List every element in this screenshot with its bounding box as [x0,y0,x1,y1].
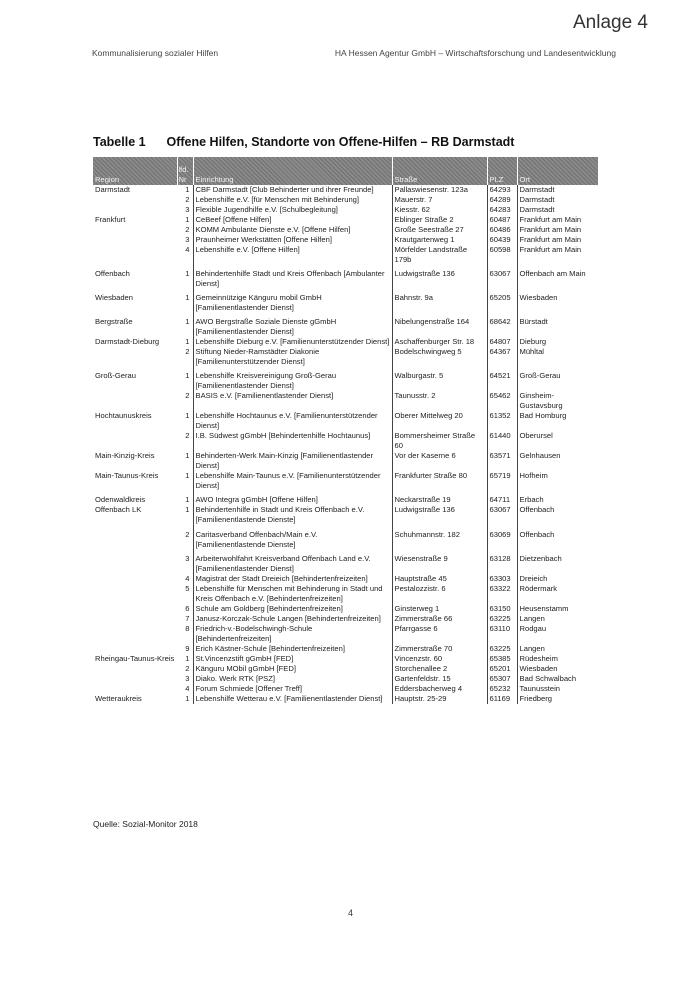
cell-region [93,526,177,550]
cell-region: Wetteraukreis [95,693,142,703]
table-row [93,664,598,674]
cell-ort: Langen [519,643,545,653]
cell-strasse: Ginsterweg 1 [392,604,487,614]
cell-strasse: Ludwigstraße 136 [392,505,487,525]
table-row [93,347,598,367]
cell-einrichtung: CBF Darmstadt [Club Behinderter und ihrer Freunde] [193,185,392,195]
table-row [93,644,598,654]
cell-ort: Offenbach am Main [519,269,586,279]
cell-region [93,225,177,235]
cell-region [93,235,177,245]
cell-region [93,664,177,674]
cell-plz: 65385 [487,654,517,664]
cell-strasse: Pestalozzistr. 6 [392,584,487,604]
col-header-strasse: Straße [392,157,487,185]
cell-nr: 4 [177,574,193,584]
cell-ort: Bürstadt [519,317,548,327]
cell-ort: Bad Homburg [519,411,567,421]
cell-nr: 6 [177,604,193,614]
cell-nr: 1 [177,337,193,347]
cell-nr: 1 [177,265,193,289]
table-row [93,624,598,644]
cell-nr: 2 [177,391,193,411]
table-row [93,684,598,694]
cell-einrichtung: Flexible Jugendhilfe e.V. [Schulbegleitung] [193,205,392,215]
cell-einrichtung: Arbeiterwohlfahrt Kreisverband Offenbach Land e.V. [Familienentlastender Dienst] [193,550,392,574]
cell-strasse: Neckarstraße 19 [392,491,487,505]
table-row [93,674,598,684]
table-row [93,195,598,205]
cell-plz: 63067 [487,505,517,525]
cell-region: Darmstadt [95,185,131,194]
cell-nr: 3 [177,235,193,245]
cell-nr: 4 [177,245,193,265]
facilities-table [93,157,599,704]
cell-einrichtung: Schule am Goldberg [Behindertenfreizeiten] [193,604,392,614]
cell-plz: 64293 [487,185,517,195]
cell-nr: 1 [177,215,193,225]
cell-ort: Rodgau [519,623,547,633]
cell-ort: Frankfurt am Main [519,245,582,255]
cell-strasse: Vor der Kaserne 6 [392,451,487,471]
header-right-text: HA Hessen Agentur GmbH – Wirtschaftsforschung und Landesentwicklung [334,48,616,58]
cell-plz: 61169 [487,694,517,704]
col-header-nr [177,157,193,185]
col-header-region: Region [93,157,177,185]
cell-strasse: Frankfurter Straße 80 [392,471,487,491]
cell-region: Odenwaldkreis [95,495,146,505]
cell-strasse: Zimmerstraße 70 [392,644,487,654]
cell-einrichtung: Behinderten-Werk Main-Kinzig [Familienentlastender Dienst] [193,451,392,471]
table-title [93,135,514,149]
cell-nr: 2 [177,195,193,205]
cell-ort: Frankfurt am Main [519,235,582,245]
cell-nr: 3 [177,674,193,684]
table-row [93,574,598,584]
cell-plz: 60487 [487,215,517,225]
table-row [93,225,598,235]
cell-region: Darmstadt-Dieburg [95,337,160,347]
cell-ort: Groß-Gerau [519,371,561,381]
cell-einrichtung: CeBeef [Offene Hilfen] [193,215,392,225]
col-header-nr-bottom: Nr [178,174,187,184]
table-row [93,367,598,391]
cell-strasse: Zimmerstraße 66 [392,614,487,624]
cell-einrichtung: Gemeinnützige Känguru mobil GmbH [Familienentlastender Dienst] [193,289,392,313]
cell-strasse: Nibelungenstraße 164 [392,313,487,337]
table-row [93,245,598,265]
cell-einrichtung: Känguru MObil gGmbH [FED] [193,664,392,674]
col-header-einrichtung: Einrichtung [193,157,392,185]
cell-strasse: Eddersbacherweg 4 [392,684,487,694]
cell-region [93,604,177,614]
cell-strasse: Taunusstr. 2 [392,391,487,411]
cell-nr: 1 [177,411,193,431]
cell-plz: 63303 [487,574,517,584]
table-row [93,205,598,215]
cell-ort: Gelnhausen [519,451,561,461]
cell-ort: Ginsheim-Gustavsburg [519,391,563,411]
cell-strasse: Pfarrgasse 6 [392,624,487,644]
cell-strasse: Hauptstraße 45 [392,574,487,584]
cell-einrichtung: Lebenshilfe e.V. [für Menschen mit Behinderung] [193,195,392,205]
table-row [93,604,598,614]
cell-einrichtung: Lebenshilfe Main-Taunus e.V. [Familienunterstützender Dienst] [193,471,392,491]
cell-einrichtung: Forum Schmiede [Offener Treff] [193,684,392,694]
cell-einrichtung: Caritasverband Offenbach/Main e.V. [Familienentlastende Dienste] [193,526,392,550]
cell-region [93,205,177,215]
cell-ort: Dietzenbach [519,553,562,563]
cell-nr: 4 [177,684,193,694]
cell-region [93,195,177,205]
cell-region: Hochtaunuskreis [95,411,152,421]
table-row [93,694,598,704]
cell-ort: Hofheim [519,471,548,481]
cell-ort: Bad Schwalbach [519,673,577,683]
cell-einrichtung: AWO Integra gGmbH [Offene Hilfen] [193,491,392,505]
table-row [93,337,598,347]
table-row [93,614,598,624]
cell-einrichtung: Behindertenhilfe Stadt und Kreis Offenbach [Ambulanter Dienst] [193,265,392,289]
cell-einrichtung: Magistrat der Stadt Dreieich [Behindertenfreizeiten] [193,574,392,584]
cell-plz: 65201 [487,664,517,674]
cell-plz: 63069 [487,526,517,550]
table-header-row [93,157,598,185]
cell-einrichtung: Praunheimer Werkstätten [Offene Hilfen] [193,235,392,245]
cell-ort: Rüdesheim [519,653,558,663]
cell-nr: 3 [177,550,193,574]
table-row [93,215,598,225]
page-number: 4 [348,908,354,918]
table-row [93,451,598,471]
cell-region: Groß-Gerau [95,371,136,381]
cell-region [93,644,177,654]
table-row [93,411,598,431]
cell-plz: 65232 [487,684,517,694]
cell-ort: Frankfurt am Main [519,225,582,235]
cell-region: Bergstraße [95,317,133,327]
cell-nr: 1 [177,505,193,525]
cell-ort: Taunusstein [519,683,561,693]
cell-strasse: Kiesstr. 62 [392,205,487,215]
cell-region: Main-Kinzig-Kreis [95,451,155,461]
table-row [93,471,598,491]
cell-plz: 63225 [487,644,517,654]
cell-einrichtung: Lebenshilfe e.V. [Offene Hilfen] [193,245,392,265]
cell-plz: 65719 [487,471,517,491]
cell-strasse: Krautgartenweg 1 [392,235,487,245]
cell-region [93,684,177,694]
cell-strasse: Große Seestraße 27 [392,225,487,235]
cell-plz: 63322 [487,584,517,604]
cell-nr: 5 [177,584,193,604]
cell-plz: 64711 [487,491,517,505]
cell-strasse: Ludwigstraße 136 [392,265,487,289]
cell-strasse: Eblinger Straße 2 [392,215,487,225]
cell-plz: 60439 [487,235,517,245]
cell-ort: Darmstadt [519,185,555,194]
cell-strasse: Oberer Mittelweg 20 [392,411,487,431]
cell-region [93,431,177,451]
cell-region [93,614,177,624]
cell-region: Offenbach LK [95,505,142,515]
cell-plz: 60598 [487,245,517,265]
cell-ort: Wiesbaden [519,293,558,303]
col-header-nr-top: lfd. [178,164,189,174]
cell-ort: Darmstadt [519,195,555,205]
source-note: Quelle: Sozial-Monitor 2018 [93,819,198,829]
table-row [93,654,598,664]
cell-region [93,584,177,604]
cell-strasse: Aschaffenburger Str. 18 [392,337,487,347]
cell-plz: 61352 [487,411,517,431]
cell-einrichtung: BASIS e.V. [Familienentlastender Dienst] [193,391,392,411]
cell-plz: 63110 [487,624,517,644]
cell-strasse: Hauptstr. 25-29 [392,694,487,704]
cell-ort: Erbach [519,495,544,505]
table-row [93,289,598,313]
cell-nr: 3 [177,205,193,215]
cell-nr: 1 [177,313,193,337]
cell-einrichtung: I.B. Südwest gGmbH [Behindertenhilfe Hochtaunus] [193,431,392,451]
cell-strasse: Bommersheimer Straße 60 [392,431,487,451]
table-row [93,265,598,289]
cell-region [93,391,177,411]
cell-strasse: Bodelschwingweg 5 [392,347,487,367]
cell-ort: Offenbach [519,505,555,515]
cell-strasse: Vincenzstr. 60 [392,654,487,664]
cell-nr: 2 [177,526,193,550]
cell-nr: 2 [177,347,193,367]
cell-region [93,674,177,684]
cell-plz: 60486 [487,225,517,235]
table-row [93,491,598,505]
cell-nr: 2 [177,225,193,235]
cell-nr: 1 [177,654,193,664]
cell-region: Offenbach [95,269,130,279]
cell-nr: 1 [177,471,193,491]
cell-strasse: Storchenallee 2 [392,664,487,674]
cell-strasse: Walburgastr. 5 [392,367,487,391]
cell-plz: 61440 [487,431,517,451]
cell-ort: Rödermark [519,583,558,593]
cell-plz: 63225 [487,614,517,624]
cell-ort: Dreieich [519,573,548,583]
cell-nr: 1 [177,451,193,471]
cell-plz: 63128 [487,550,517,574]
cell-einrichtung: Stiftung Nieder-Ramstädter Diakonie [Familienunterstützender Dienst] [193,347,392,367]
cell-plz: 65307 [487,674,517,684]
cell-plz: 63067 [487,265,517,289]
cell-ort: Wiesbaden [519,663,558,673]
cell-einrichtung: Behindertenhilfe in Stadt und Kreis Offenbach e.V. [Familienentlastende Dienste] [193,505,392,525]
cell-nr: 8 [177,624,193,644]
cell-strasse: Mauerstr. 7 [392,195,487,205]
cell-region: Frankfurt [95,215,126,225]
table-row [93,505,598,525]
table-row [93,235,598,245]
cell-nr: 1 [177,491,193,505]
cell-ort: Heusenstamm [519,603,569,613]
cell-ort: Offenbach [519,529,555,539]
table-title-text: Offene Hilfen, Standorte von Offene-Hilfen – RB Darmstadt [166,135,515,149]
cell-ort: Frankfurt am Main [519,215,582,225]
table-row [93,550,598,574]
table-body [93,185,598,704]
cell-region [93,624,177,644]
cell-strasse: Schuhmannstr. 182 [392,526,487,550]
cell-einrichtung: Lebenshilfe Kreisvereinigung Groß-Gerau [Familienentlastender Dienst] [193,367,392,391]
table-row [93,431,598,451]
cell-einrichtung: Janusz-Korczak-Schule Langen [Behindertenfreizeiten] [193,614,392,624]
table-row [93,185,598,195]
table-row [93,391,598,411]
cell-plz: 64283 [487,205,517,215]
cell-einrichtung: Lebenshilfe Wetterau e.V. [Familienentlastender Dienst] [193,694,392,704]
cell-ort: Oberursel [519,431,553,441]
cell-einrichtung: St.Vincenzstift gGmbH [FED] [193,654,392,664]
cell-region [93,550,177,574]
cell-plz: 64289 [487,195,517,205]
cell-region [93,245,177,265]
cell-einrichtung: Erich Kästner-Schule [Behindertenfreizeiten] [193,644,392,654]
cell-einrichtung: Diako. Werk RTK [PSZ] [193,674,392,684]
cell-nr: 2 [177,664,193,674]
cell-nr: 1 [177,185,193,195]
cell-nr: 1 [177,694,193,704]
col-header-ort: Ort [517,157,598,185]
table-number: Tabelle 1 [93,135,146,149]
cell-plz: 64367 [487,347,517,367]
table-row [93,526,598,550]
cell-plz: 64807 [487,337,517,347]
cell-plz: 65462 [487,391,517,411]
cell-region [93,574,177,584]
cell-ort: Langen [519,613,545,623]
cell-ort: Darmstadt [519,205,555,215]
cell-einrichtung: Lebenshilfe Dieburg e.V. [Familienunterstützender Dienst] [193,337,392,347]
cell-plz: 65205 [487,289,517,313]
cell-einrichtung: Lebenshilfe Hochtaunus e.V. [Familienunterstützender Dienst] [193,411,392,431]
cell-plz: 63150 [487,604,517,614]
cell-nr: 1 [177,289,193,313]
cell-ort: Mühltal [519,347,544,357]
cell-strasse: Bahnstr. 9a [392,289,487,313]
cell-nr: 9 [177,644,193,654]
cell-plz: 64521 [487,367,517,391]
cell-nr: 2 [177,431,193,451]
cell-plz: 68642 [487,313,517,337]
cell-region: Wiesbaden [95,293,133,303]
table-row [93,584,598,604]
cell-einrichtung: Friedrich-v.-Bodelschwingh-Schule [Behindertenfreizeiten] [193,624,392,644]
cell-region: Rheingau-Taunus-Kreis [95,653,175,663]
cell-strasse: Pallaswiesenstr. 123a [392,185,487,195]
cell-einrichtung: Lebenshilfe für Menschen mit Behinderung in Stadt und Kreis Offenbach e.V. [Behindertenfreizeiten] [193,584,392,604]
col-header-plz: PLZ [487,157,517,185]
cell-strasse: Wiesenstraße 9 [392,550,487,574]
cell-ort: Friedberg [519,693,552,703]
cell-nr: 7 [177,614,193,624]
cell-plz: 63571 [487,451,517,471]
header-left-text: Kommunalisierung sozialer Hilfen [92,48,219,58]
cell-region [93,347,177,367]
cell-einrichtung: KOMM Ambulante Dienste e.V. [Offene Hilfen] [193,225,392,235]
cell-region: Main-Taunus-Kreis [95,471,159,481]
cell-ort: Dieburg [519,337,547,347]
cell-nr: 1 [177,367,193,391]
cell-strasse: Mörfelder Landstraße 179b [392,245,487,265]
cell-einrichtung: AWO Bergstraße Soziale Dienste gGmbH [Familienentlastender Dienst] [193,313,392,337]
attachment-label: Anlage 4 [572,12,648,33]
cell-strasse: Gartenfeldstr. 15 [392,674,487,684]
table-row [93,313,598,337]
